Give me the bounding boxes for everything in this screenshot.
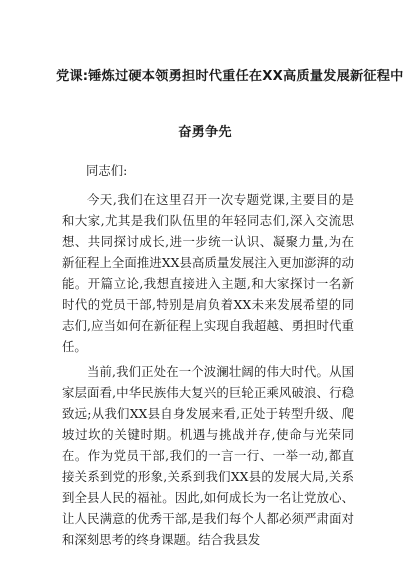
document-title-line-1: 党课:锤炼过硬本领勇担时代重任在XX高质量发展新征程中: [56, 69, 404, 84]
greeting: 同志们:: [86, 163, 128, 178]
paragraph-1: 今天,我们在这里召开一次专题党课,主要目的是和大家,尤其是我们队伍里的年轻同志们,深入交流思想、共同探讨成长,进一步统一认识、凝聚力量,为在新征程上全面推进XX县高质量发展注入更加澎湃的动能。开篇立论,我想直接进入主题,和大家探讨一名新时代的党员干部,特别是肩负着XX未来发展希望的同志们,应当如何在新征程上实现自我超越、勇担时代重任。: [62, 192, 354, 354]
paragraph-2: 当前,我们正处在一个波澜壮阔的伟大时代。从国家层面看,中华民族伟大复兴的巨轮正乘风破浪、行稳致远;从我们XX县自身发展来看,正处于转型升级、爬坡过坎的关键时期。机遇与挑战并存,使命与光荣同在。作为党员干部,我们的一言一行、一举一动,都直接关系到党的形象,关系到我们XX县的发展大局,关系到全县人民的福祉。因此,如何成长为一名让党放心、让人民满意的优秀干部,是我们每个人都必须严肃面对和深刻思考的终身课题。结合我县发: [62, 364, 354, 547]
document-title-line-2: 奋勇争先: [178, 125, 232, 140]
document-body: [62, 160, 354, 554]
